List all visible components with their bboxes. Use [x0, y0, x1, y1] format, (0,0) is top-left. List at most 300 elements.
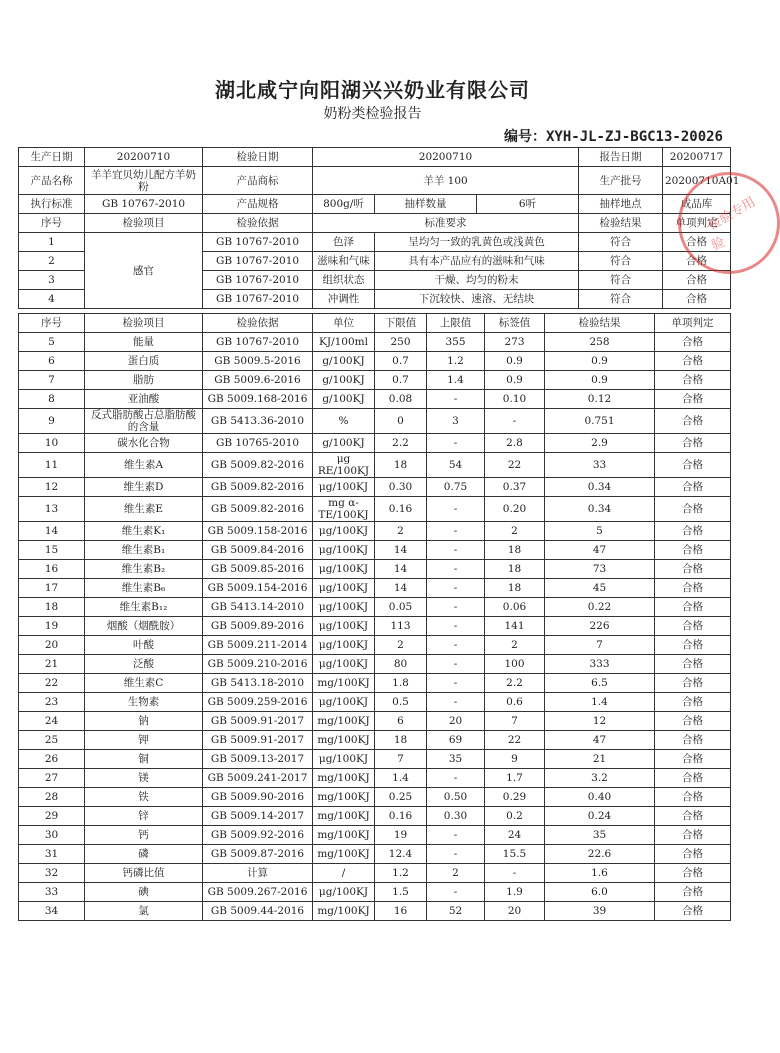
- basis-cell: GB 5009.87-2016: [203, 845, 313, 864]
- label-cell: 抽样数量: [375, 195, 477, 214]
- max-cell: -: [427, 674, 485, 693]
- unit-cell: μg/100KJ: [313, 883, 375, 902]
- basis-cell: GB 5413.18-2010: [203, 674, 313, 693]
- result-cell: 3.2: [545, 769, 655, 788]
- row-number: 16: [19, 560, 85, 579]
- max-cell: 69: [427, 731, 485, 750]
- verdict-cell: 合格: [655, 883, 731, 902]
- max-cell: -: [427, 845, 485, 864]
- verdict-cell: 合格: [655, 750, 731, 769]
- table-row: [19, 693, 731, 712]
- row-number: 20: [19, 636, 85, 655]
- item-cell: 生物素: [85, 693, 203, 712]
- label-value-cell: 2: [485, 522, 545, 541]
- row-number: 31: [19, 845, 85, 864]
- result-cell: 33: [545, 453, 655, 478]
- unit-cell: μg/100KJ: [313, 636, 375, 655]
- label-value-cell: 0.37: [485, 478, 545, 497]
- item-cell: 镁: [85, 769, 203, 788]
- label-cell: 生产批号: [579, 167, 663, 195]
- label-value-cell: 7: [485, 712, 545, 731]
- table-row: [19, 883, 731, 902]
- label-value-cell: 2: [485, 636, 545, 655]
- item-cell: 碘: [85, 883, 203, 902]
- basis-cell: GB 10767-2010: [203, 271, 313, 290]
- row-number: 29: [19, 807, 85, 826]
- unit-cell: μg/100KJ: [313, 560, 375, 579]
- unit-cell: μg/100KJ: [313, 478, 375, 497]
- test-results-table: [18, 313, 731, 921]
- item-cell: 氯: [85, 902, 203, 921]
- verdict-cell: 合格: [663, 252, 731, 271]
- label-value-cell: 1.9: [485, 883, 545, 902]
- basis-cell: GB 5009.6-2016: [203, 371, 313, 390]
- item-cell: 钾: [85, 731, 203, 750]
- verdict-cell: 合格: [655, 617, 731, 636]
- max-cell: 355: [427, 333, 485, 352]
- stamp-text: 验: [709, 235, 727, 254]
- row-number: 17: [19, 579, 85, 598]
- table-row: [19, 371, 731, 390]
- max-cell: -: [427, 579, 485, 598]
- item-cell: 脂肪: [85, 371, 203, 390]
- label-value-cell: 273: [485, 333, 545, 352]
- row-number: 24: [19, 712, 85, 731]
- min-cell: 1.5: [375, 883, 427, 902]
- header-cell: 标签值: [485, 314, 545, 333]
- tests-body: [19, 333, 731, 921]
- label-value-cell: -: [485, 409, 545, 434]
- label-value-cell: 0.9: [485, 371, 545, 390]
- row-number: 32: [19, 864, 85, 883]
- verdict-cell: 合格: [655, 864, 731, 883]
- header-cell: 检验依据: [203, 214, 313, 233]
- basis-cell: GB 5009.158-2016: [203, 522, 313, 541]
- table-row: [19, 636, 731, 655]
- result-cell: 47: [545, 731, 655, 750]
- verdict-cell: 合格: [655, 522, 731, 541]
- sensory-header-row: [19, 214, 731, 233]
- item-cell: 钠: [85, 712, 203, 731]
- table-row: [19, 731, 731, 750]
- value-cell: 羊羊宜贝幼儿配方羊奶粉: [85, 167, 203, 195]
- result-cell: 39: [545, 902, 655, 921]
- verdict-cell: 合格: [655, 655, 731, 674]
- label-value-cell: 22: [485, 453, 545, 478]
- table-row: [19, 409, 731, 434]
- item-cell: 维生素D: [85, 478, 203, 497]
- unit-cell: μg/100KJ: [313, 750, 375, 769]
- item-cell: 泛酸: [85, 655, 203, 674]
- row-number: 12: [19, 478, 85, 497]
- item-cell: 钙: [85, 826, 203, 845]
- row-number: 8: [19, 390, 85, 409]
- verdict-cell: 合格: [655, 902, 731, 921]
- max-cell: 1.2: [427, 352, 485, 371]
- min-cell: 113: [375, 617, 427, 636]
- max-cell: -: [427, 636, 485, 655]
- label-cell: 抽样地点: [579, 195, 663, 214]
- unit-cell: mg/100KJ: [313, 788, 375, 807]
- row-number: 14: [19, 522, 85, 541]
- attribute-cell: 冲调性: [313, 290, 375, 309]
- label-value-cell: 0.6: [485, 693, 545, 712]
- min-cell: 2.2: [375, 434, 427, 453]
- result-cell: 0.34: [545, 497, 655, 522]
- row-number: 25: [19, 731, 85, 750]
- document-number: 编号：XYH-JL-ZJ-BGC13-20026: [503, 129, 723, 145]
- header-cell: 上限值: [427, 314, 485, 333]
- basis-cell: GB 5009.91-2017: [203, 731, 313, 750]
- unit-cell: μg RE/100KJ: [313, 453, 375, 478]
- header-cell: 序号: [19, 214, 85, 233]
- verdict-cell: 合格: [655, 598, 731, 617]
- item-cell: 铁: [85, 788, 203, 807]
- verdict-cell: 合格: [663, 271, 731, 290]
- result-cell: 21: [545, 750, 655, 769]
- header-cell: 序号: [19, 314, 85, 333]
- unit-cell: μg/100KJ: [313, 579, 375, 598]
- unit-cell: μg/100KJ: [313, 693, 375, 712]
- min-cell: 0.5: [375, 693, 427, 712]
- label-value-cell: 100: [485, 655, 545, 674]
- max-cell: 35: [427, 750, 485, 769]
- basis-cell: GB 5009.91-2017: [203, 712, 313, 731]
- unit-cell: mg/100KJ: [313, 712, 375, 731]
- requirement-cell: 具有本产品应有的滋味和气味: [375, 252, 579, 271]
- label-value-cell: 2.8: [485, 434, 545, 453]
- table-row: [19, 598, 731, 617]
- result-cell: 1.4: [545, 693, 655, 712]
- min-cell: 1.4: [375, 769, 427, 788]
- label-value-cell: 0.20: [485, 497, 545, 522]
- verdict-cell: 合格: [655, 541, 731, 560]
- max-cell: -: [427, 560, 485, 579]
- basis-cell: GB 5009.13-2017: [203, 750, 313, 769]
- requirement-cell: 呈均匀一致的乳黄色或浅黄色: [375, 233, 579, 252]
- max-cell: 54: [427, 453, 485, 478]
- max-cell: -: [427, 541, 485, 560]
- verdict-cell: 合格: [655, 409, 731, 434]
- basis-cell: GB 5009.267-2016: [203, 883, 313, 902]
- unit-cell: mg/100KJ: [313, 674, 375, 693]
- table-row: [19, 807, 731, 826]
- min-cell: 16: [375, 902, 427, 921]
- basis-cell: GB 10767-2010: [203, 233, 313, 252]
- verdict-cell: 合格: [655, 712, 731, 731]
- row-number: 33: [19, 883, 85, 902]
- item-cell: 烟酸（烟酰胺）: [85, 617, 203, 636]
- table-row: [19, 434, 731, 453]
- table-row: [19, 674, 731, 693]
- row-number: 1: [19, 233, 85, 252]
- info-row: [19, 167, 731, 195]
- result-cell: 0.12: [545, 390, 655, 409]
- attribute-cell: 色泽: [313, 233, 375, 252]
- label-cell: 报告日期: [579, 148, 663, 167]
- basis-cell: GB 10767-2010: [203, 333, 313, 352]
- table-row: [19, 522, 731, 541]
- unit-cell: μg/100KJ: [313, 655, 375, 674]
- min-cell: 0.25: [375, 788, 427, 807]
- max-cell: -: [427, 655, 485, 674]
- min-cell: 7: [375, 750, 427, 769]
- info-row: [19, 148, 731, 167]
- verdict-cell: 合格: [655, 769, 731, 788]
- max-cell: -: [427, 522, 485, 541]
- min-cell: 19: [375, 826, 427, 845]
- row-number: 9: [19, 409, 85, 434]
- table-row: [19, 845, 731, 864]
- unit-cell: μg/100KJ: [313, 541, 375, 560]
- row-number: 4: [19, 290, 85, 309]
- value-cell: 20200717: [663, 148, 731, 167]
- item-cell: 反式脂肪酸占总脂肪酸的含量: [85, 409, 203, 434]
- min-cell: 14: [375, 560, 427, 579]
- result-cell: 符合: [579, 233, 663, 252]
- result-cell: 6.5: [545, 674, 655, 693]
- result-cell: 7: [545, 636, 655, 655]
- row-number: 18: [19, 598, 85, 617]
- result-cell: 35: [545, 826, 655, 845]
- table-row: [19, 390, 731, 409]
- result-cell: 1.6: [545, 864, 655, 883]
- value-cell: 20200710A01: [663, 167, 731, 195]
- unit-cell: g/100KJ: [313, 390, 375, 409]
- max-cell: 2: [427, 864, 485, 883]
- item-cell: 铜: [85, 750, 203, 769]
- min-cell: 2: [375, 522, 427, 541]
- header-cell: 单项判定: [663, 214, 731, 233]
- label-cell: 产品规格: [203, 195, 313, 214]
- row-number: 28: [19, 788, 85, 807]
- table-row: [19, 750, 731, 769]
- table-row: [19, 233, 731, 252]
- label-value-cell: 18: [485, 541, 545, 560]
- header-cell: 检验项目: [85, 314, 203, 333]
- tests-header-row: [19, 314, 731, 333]
- min-cell: 1.8: [375, 674, 427, 693]
- verdict-cell: 合格: [655, 693, 731, 712]
- row-number: 27: [19, 769, 85, 788]
- company-title: 湖北咸宁向阳湖兴兴奶业有限公司: [215, 78, 530, 102]
- header-cell: 单项判定: [655, 314, 731, 333]
- label-value-cell: 0.2: [485, 807, 545, 826]
- value-cell: 成品库: [663, 195, 731, 214]
- unit-cell: μg/100KJ: [313, 522, 375, 541]
- basis-cell: GB 10767-2010: [203, 252, 313, 271]
- verdict-cell: 合格: [655, 390, 731, 409]
- info-row: [19, 195, 731, 214]
- unit-cell: μg/100KJ: [313, 598, 375, 617]
- table-row: [19, 579, 731, 598]
- header-cell: 下限值: [375, 314, 427, 333]
- max-cell: 20: [427, 712, 485, 731]
- min-cell: 12.4: [375, 845, 427, 864]
- max-cell: 52: [427, 902, 485, 921]
- max-cell: 0.30: [427, 807, 485, 826]
- result-cell: 0.34: [545, 478, 655, 497]
- unit-cell: mg/100KJ: [313, 769, 375, 788]
- table-row: [19, 352, 731, 371]
- verdict-cell: 合格: [655, 826, 731, 845]
- basis-cell: GB 5009.168-2016: [203, 390, 313, 409]
- basis-cell: GB 10767-2010: [203, 290, 313, 309]
- result-cell: 0.40: [545, 788, 655, 807]
- value-cell: GB 10767-2010: [85, 195, 203, 214]
- row-number: 7: [19, 371, 85, 390]
- item-cell: 维生素B₁₂: [85, 598, 203, 617]
- label-value-cell: 15.5: [485, 845, 545, 864]
- label-value-cell: 22: [485, 731, 545, 750]
- basis-cell: GB 5009.82-2016: [203, 497, 313, 522]
- label-value-cell: -: [485, 864, 545, 883]
- row-number: 19: [19, 617, 85, 636]
- min-cell: 18: [375, 731, 427, 750]
- verdict-cell: 合格: [655, 497, 731, 522]
- verdict-cell: 合格: [655, 845, 731, 864]
- item-cell: 维生素B₂: [85, 560, 203, 579]
- basis-cell: GB 10765-2010: [203, 434, 313, 453]
- table-row: [19, 712, 731, 731]
- unit-cell: /: [313, 864, 375, 883]
- result-cell: 333: [545, 655, 655, 674]
- basis-cell: GB 5009.92-2016: [203, 826, 313, 845]
- verdict-cell: 合格: [655, 731, 731, 750]
- max-cell: -: [427, 769, 485, 788]
- header-cell: 检验结果: [545, 314, 655, 333]
- basis-cell: GB 5009.90-2016: [203, 788, 313, 807]
- verdict-cell: 合格: [663, 290, 731, 309]
- result-cell: 符合: [579, 290, 663, 309]
- value-cell: 羊羊 100: [313, 167, 579, 195]
- label-value-cell: 18: [485, 560, 545, 579]
- min-cell: 14: [375, 579, 427, 598]
- verdict-cell: 合格: [655, 788, 731, 807]
- row-number: 6: [19, 352, 85, 371]
- basis-cell: GB 5009.5-2016: [203, 352, 313, 371]
- verdict-cell: 合格: [655, 560, 731, 579]
- table-row: [19, 902, 731, 921]
- verdict-cell: 合格: [655, 807, 731, 826]
- unit-cell: %: [313, 409, 375, 434]
- result-cell: 226: [545, 617, 655, 636]
- table-row: [19, 617, 731, 636]
- result-cell: 6.0: [545, 883, 655, 902]
- label-value-cell: 9: [485, 750, 545, 769]
- min-cell: 2: [375, 636, 427, 655]
- label-value-cell: 0.9: [485, 352, 545, 371]
- header-cell: 检验依据: [203, 314, 313, 333]
- label-value-cell: 141: [485, 617, 545, 636]
- unit-cell: μg/100KJ: [313, 617, 375, 636]
- label-value-cell: 0.29: [485, 788, 545, 807]
- row-number: 30: [19, 826, 85, 845]
- min-cell: 0.16: [375, 497, 427, 522]
- max-cell: -: [427, 883, 485, 902]
- verdict-cell: 合格: [655, 453, 731, 478]
- basis-cell: GB 5009.154-2016: [203, 579, 313, 598]
- result-cell: 0.751: [545, 409, 655, 434]
- row-number: 34: [19, 902, 85, 921]
- label-value-cell: 24: [485, 826, 545, 845]
- result-cell: 0.9: [545, 352, 655, 371]
- basis-cell: 计算: [203, 864, 313, 883]
- header-cell: 检验结果: [579, 214, 663, 233]
- item-cell: 锌: [85, 807, 203, 826]
- max-cell: -: [427, 617, 485, 636]
- unit-cell: mg α-TE/100KJ: [313, 497, 375, 522]
- unit-cell: mg/100KJ: [313, 826, 375, 845]
- verdict-cell: 合格: [655, 371, 731, 390]
- result-cell: 73: [545, 560, 655, 579]
- row-number: 13: [19, 497, 85, 522]
- result-cell: 5: [545, 522, 655, 541]
- basis-cell: GB 5009.44-2016: [203, 902, 313, 921]
- label-value-cell: 18: [485, 579, 545, 598]
- value-cell: 20200710: [313, 148, 579, 167]
- item-cell: 碳水化合物: [85, 434, 203, 453]
- max-cell: -: [427, 497, 485, 522]
- table-row: [19, 453, 731, 478]
- min-cell: 14: [375, 541, 427, 560]
- basis-cell: GB 5009.211-2014: [203, 636, 313, 655]
- max-cell: 0.75: [427, 478, 485, 497]
- label-value-cell: 0.10: [485, 390, 545, 409]
- unit-cell: mg/100KJ: [313, 807, 375, 826]
- basis-cell: GB 5009.82-2016: [203, 453, 313, 478]
- table-row: [19, 864, 731, 883]
- min-cell: 250: [375, 333, 427, 352]
- result-cell: 47: [545, 541, 655, 560]
- min-cell: 6: [375, 712, 427, 731]
- unit-cell: g/100KJ: [313, 352, 375, 371]
- label-value-cell: 0.06: [485, 598, 545, 617]
- requirement-cell: 干燥、均匀的粉末: [375, 271, 579, 290]
- row-number: 21: [19, 655, 85, 674]
- max-cell: 3: [427, 409, 485, 434]
- requirement-cell: 下沉较快、速溶、无结块: [375, 290, 579, 309]
- result-cell: 符合: [579, 271, 663, 290]
- basis-cell: GB 5413.36-2010: [203, 409, 313, 434]
- min-cell: 1.2: [375, 864, 427, 883]
- result-cell: 符合: [579, 252, 663, 271]
- min-cell: 18: [375, 453, 427, 478]
- value-cell: 6听: [477, 195, 579, 214]
- result-cell: 22.6: [545, 845, 655, 864]
- max-cell: -: [427, 826, 485, 845]
- item-cell: 维生素B₁: [85, 541, 203, 560]
- result-cell: 45: [545, 579, 655, 598]
- unit-cell: g/100KJ: [313, 434, 375, 453]
- basis-cell: GB 5009.241-2017: [203, 769, 313, 788]
- label-cell: 执行标准: [19, 195, 85, 214]
- table-row: [19, 497, 731, 522]
- unit-cell: g/100KJ: [313, 371, 375, 390]
- label-value-cell: 2.2: [485, 674, 545, 693]
- table-row: [19, 333, 731, 352]
- verdict-cell: 合格: [655, 478, 731, 497]
- item-cell: 能量: [85, 333, 203, 352]
- unit-cell: mg/100KJ: [313, 845, 375, 864]
- max-cell: -: [427, 693, 485, 712]
- result-cell: 2.9: [545, 434, 655, 453]
- row-number: 2: [19, 252, 85, 271]
- result-cell: 12: [545, 712, 655, 731]
- item-cell: 维生素K₁: [85, 522, 203, 541]
- row-number: 26: [19, 750, 85, 769]
- min-cell: 0: [375, 409, 427, 434]
